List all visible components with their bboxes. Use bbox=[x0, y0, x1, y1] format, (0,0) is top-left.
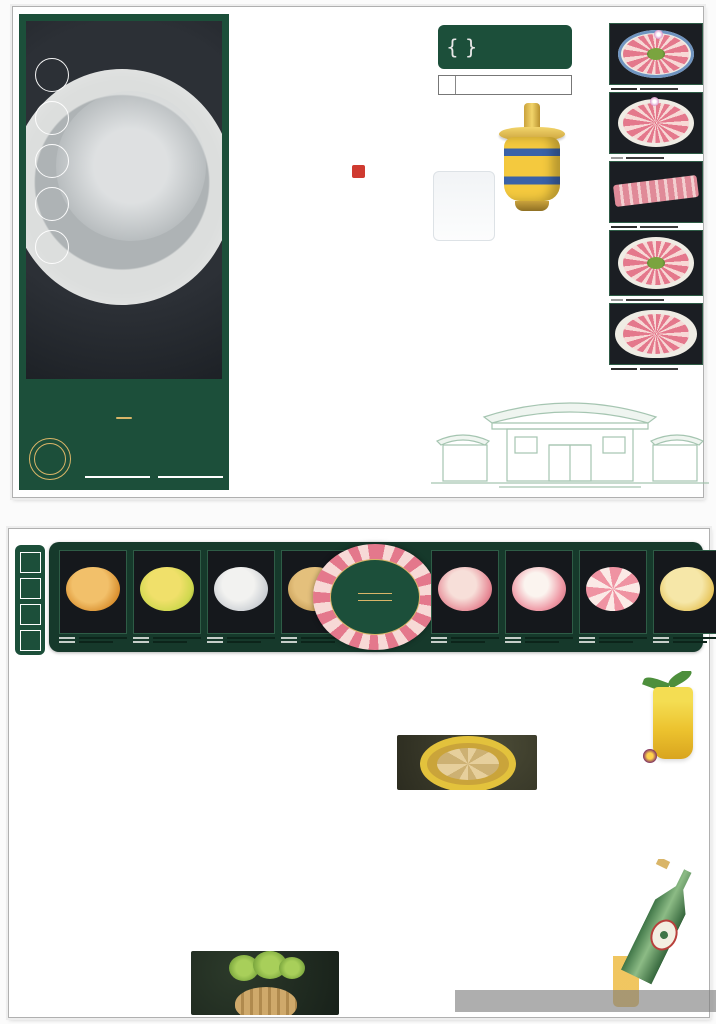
meat-slab-photo bbox=[609, 161, 703, 223]
specials-side-tab bbox=[15, 545, 45, 655]
dipping-sauce-info-box bbox=[438, 25, 572, 69]
menu-column-3 bbox=[359, 651, 537, 715]
poster-title-vertical bbox=[35, 58, 69, 264]
gold-line bbox=[358, 593, 392, 594]
tab-char bbox=[20, 604, 41, 625]
brace-decoration: } bbox=[464, 35, 478, 59]
menu-column-1 bbox=[31, 651, 181, 658]
special-dish-tile bbox=[207, 550, 275, 645]
photo-caption bbox=[609, 154, 703, 161]
pot-foot bbox=[515, 201, 549, 211]
title-char bbox=[35, 144, 69, 178]
faint-glass-pot-image bbox=[433, 171, 495, 241]
table-number-box bbox=[438, 75, 572, 95]
tile-caption bbox=[133, 637, 201, 643]
title-char bbox=[35, 101, 69, 135]
special-dish-tile bbox=[505, 550, 573, 645]
menu-page-inside bbox=[8, 528, 710, 1018]
divider bbox=[85, 476, 150, 478]
red-seal bbox=[352, 165, 365, 178]
cover-poster bbox=[19, 14, 229, 490]
center-meat-platter bbox=[313, 544, 437, 650]
pot-body bbox=[504, 137, 560, 201]
tile-caption bbox=[431, 637, 499, 643]
tile-caption bbox=[579, 637, 647, 643]
tile-caption bbox=[59, 637, 127, 643]
fruit-drink-photo bbox=[641, 671, 707, 769]
meat-photo-strip bbox=[609, 23, 703, 372]
gold-line bbox=[358, 600, 392, 601]
photo-caption bbox=[609, 85, 703, 92]
tile-caption bbox=[207, 637, 275, 643]
special-dish-tile bbox=[431, 550, 499, 645]
photo-caption bbox=[609, 365, 703, 372]
beer-bottle-photo bbox=[605, 859, 711, 1011]
dumpling-steamer-photo bbox=[397, 735, 537, 790]
tile-caption bbox=[653, 637, 716, 643]
meat-dish-photo bbox=[609, 23, 703, 85]
special-dish-tile bbox=[653, 550, 716, 645]
steam-effect bbox=[56, 91, 206, 241]
menu-page-front bbox=[12, 6, 704, 498]
meat-dish-photo bbox=[609, 92, 703, 154]
tableware-fee-label bbox=[455, 76, 464, 94]
special-dish-tile bbox=[133, 550, 201, 645]
tab-char bbox=[20, 578, 41, 599]
title-char bbox=[35, 187, 69, 221]
courtyard-line-drawing bbox=[429, 383, 711, 489]
photo-caption bbox=[609, 296, 703, 303]
special-dish-tile bbox=[579, 550, 647, 645]
headline-calligraphy bbox=[239, 165, 447, 178]
title-char bbox=[35, 230, 69, 264]
tile-caption bbox=[505, 637, 573, 643]
combo-price-row bbox=[77, 476, 223, 478]
tab-char bbox=[20, 552, 41, 573]
platter-logo bbox=[330, 559, 420, 635]
brace-decoration: { bbox=[446, 35, 459, 59]
menu-column-2 bbox=[181, 651, 358, 658]
meat-dish-photo bbox=[609, 230, 703, 296]
stock-id-watermark bbox=[455, 990, 716, 1012]
promo-strip bbox=[116, 417, 132, 419]
cloisonne-pot-photo bbox=[495, 103, 569, 243]
combo-promo bbox=[19, 382, 229, 423]
specials-banner bbox=[49, 542, 703, 652]
tab-char bbox=[20, 630, 41, 651]
title-char bbox=[35, 58, 69, 92]
meat-dish-photo bbox=[609, 303, 703, 365]
promo-line2 bbox=[19, 385, 229, 404]
photo-caption bbox=[609, 223, 703, 230]
brand-emblem bbox=[29, 438, 71, 480]
menu-column-4 bbox=[539, 651, 711, 658]
special-dish-tile bbox=[59, 550, 127, 645]
vegetable-basket-photo bbox=[191, 951, 339, 1015]
divider bbox=[158, 476, 223, 478]
